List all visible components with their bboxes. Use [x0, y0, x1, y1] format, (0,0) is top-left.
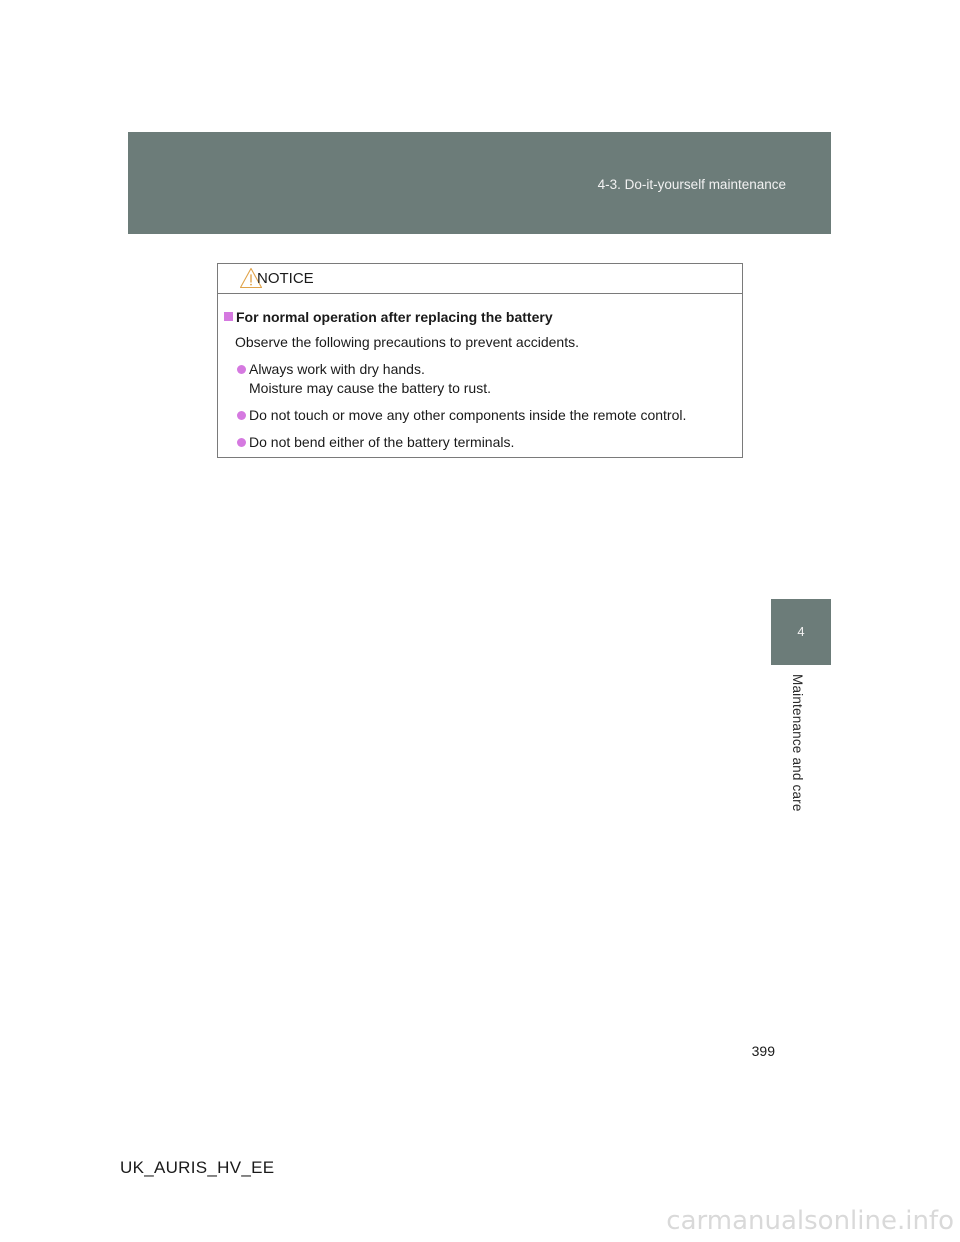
- list-item-subtext: Moisture may cause the battery to rust.: [249, 380, 491, 396]
- chapter-tab[interactable]: 4: [771, 599, 831, 665]
- document-code: UK_AURIS_HV_EE: [120, 1158, 275, 1177]
- notice-intro: Observe the following precautions to prevent accidents.: [235, 334, 579, 350]
- notice-topic: [218, 307, 742, 327]
- list-item: [218, 433, 742, 452]
- notice-box: [217, 263, 743, 458]
- circle-bullet-icon: [237, 411, 246, 420]
- notice-topic-text: For normal operation after replacing the battery: [236, 309, 553, 325]
- notice-header: [218, 264, 742, 294]
- chapter-label: Maintenance and care: [790, 674, 805, 812]
- list-item-text: Always work with dry hands.: [249, 361, 425, 377]
- list-item-text: Do not touch or move any other components inside the remote control.: [249, 407, 687, 423]
- page-number: 399: [751, 1043, 775, 1059]
- circle-bullet-icon: [237, 365, 246, 374]
- list-item: [218, 360, 742, 398]
- list-item-text: Do not bend either of the battery terminals.: [249, 434, 515, 450]
- square-bullet-icon: [224, 312, 233, 321]
- notice-title: NOTICE: [257, 270, 314, 287]
- section-title: 4-3. Do-it-yourself maintenance: [597, 177, 786, 192]
- notice-body: [218, 294, 742, 452]
- circle-bullet-icon: [237, 438, 246, 447]
- header-band: [128, 132, 831, 234]
- watermark-text: carmanualsonline.info: [666, 1206, 954, 1236]
- list-item: [218, 406, 742, 425]
